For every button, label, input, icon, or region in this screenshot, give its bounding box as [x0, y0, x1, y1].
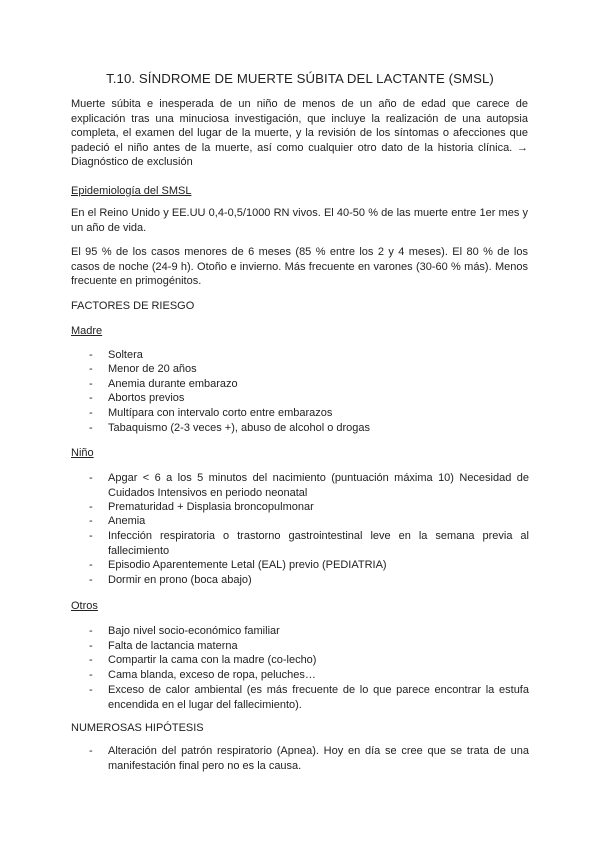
risk-factors-heading: FACTORES DE RIESGO	[71, 300, 195, 312]
list-item: Multípara con intervalo corto entre embarazos	[108, 407, 333, 419]
bullet-dash: -	[89, 422, 93, 434]
bullet-dash: -	[89, 349, 93, 361]
otros-heading: Otros	[71, 600, 98, 612]
list-item: Alteración del patrón respiratorio (Apnea). Hoy en día se cree que se trata de una manifestación final pero no es la causa.	[108, 745, 529, 772]
bullet-dash: -	[89, 625, 93, 637]
list-item: Abortos previos	[108, 392, 185, 404]
list-item: Exceso de calor ambiental (es más frecuente de lo que parece encontrar la estufa encendida en el lugar del fallecimiento).	[108, 684, 529, 711]
bullet-dash: -	[89, 559, 93, 571]
hypotheses-heading: NUMEROSAS HIPÓTESIS	[71, 722, 204, 734]
list-item: Prematuridad + Displasia broncopulmonar	[108, 501, 314, 513]
bullet-dash: -	[89, 654, 93, 666]
bullet-dash: -	[89, 530, 93, 542]
list-item: Anemia	[108, 515, 146, 527]
bullet-dash: -	[89, 501, 93, 513]
bullet-dash: -	[89, 640, 93, 652]
bullet-dash: -	[89, 407, 93, 419]
bullet-dash: -	[89, 472, 93, 484]
list-item: Falta de lactancia materna	[108, 640, 238, 652]
bullet-dash: -	[89, 669, 93, 681]
bullet-dash: -	[89, 684, 93, 696]
list-item: Tabaquismo (2-3 veces +), abuso de alcohol o drogas	[108, 422, 371, 434]
document-title: T.10. SÍNDROME DE MUERTE SÚBITA DEL LACTANTE (SMSL)	[106, 71, 494, 86]
bullet-dash: -	[89, 363, 93, 375]
list-item: Compartir la cama con la madre (co-lecho)	[108, 654, 317, 666]
list-item: Soltera	[108, 349, 143, 361]
nino-heading: Niño	[71, 447, 94, 459]
list-item: Infección respiratoria o trastorno gastrointestinal leve en la semana previa al fallecimiento	[108, 530, 529, 557]
list-item: Dormir en prono (boca abajo)	[108, 574, 252, 586]
bullet-dash: -	[89, 378, 93, 390]
bullet-dash: -	[89, 745, 93, 757]
intro-paragraph: Muerte súbita e inesperada de un niño de menos de un año de edad que carece de explicación tras una minuciosa investigación, que incluye la realización de una autopsia completa, el examen del lugar de la muerte, y la revisión de los síntomas o afecciones que padeció el niño antes de la muerte, así como cualquier otro dato de la historia clínica. → Diagnóstico de exclusión	[71, 98, 528, 168]
bullet-dash: -	[89, 574, 93, 586]
list-item: Bajo nivel socio-económico familiar	[108, 625, 280, 637]
list-item: Apgar < 6 a los 5 minutos del nacimiento (puntuación máxima 10) Necesidad de Cuidados Intensivos en periodo neonatal	[108, 472, 529, 499]
epidemiology-paragraph-1: En el Reino Unido y EE.UU 0,4-0,5/1000 RN vivos. El 40-50 % de las muerte entre 1er mes y un año de vida.	[71, 207, 528, 234]
list-item: Cama blanda, exceso de ropa, peluches…	[108, 669, 316, 681]
bullet-dash: -	[89, 515, 93, 527]
epidemiology-heading: Epidemiología del SMSL	[71, 185, 192, 197]
epidemiology-paragraph-2: El 95 % de los casos menores de 6 meses (85 % entre los 2 y 4 meses). El 80 % de los casos de noche (24-9 h). Otoño e invierno. Más frecuente en varones (30-60 % más). Menos frecuente en primogénitos.	[71, 246, 528, 287]
list-item: Menor de 20 años	[108, 363, 197, 375]
list-item: Anemia durante embarazo	[108, 378, 238, 390]
list-item: Episodio Aparentemente Letal (EAL) previo (PEDIATRIA)	[108, 559, 387, 571]
bullet-dash: -	[89, 392, 93, 404]
madre-heading: Madre	[71, 325, 103, 337]
